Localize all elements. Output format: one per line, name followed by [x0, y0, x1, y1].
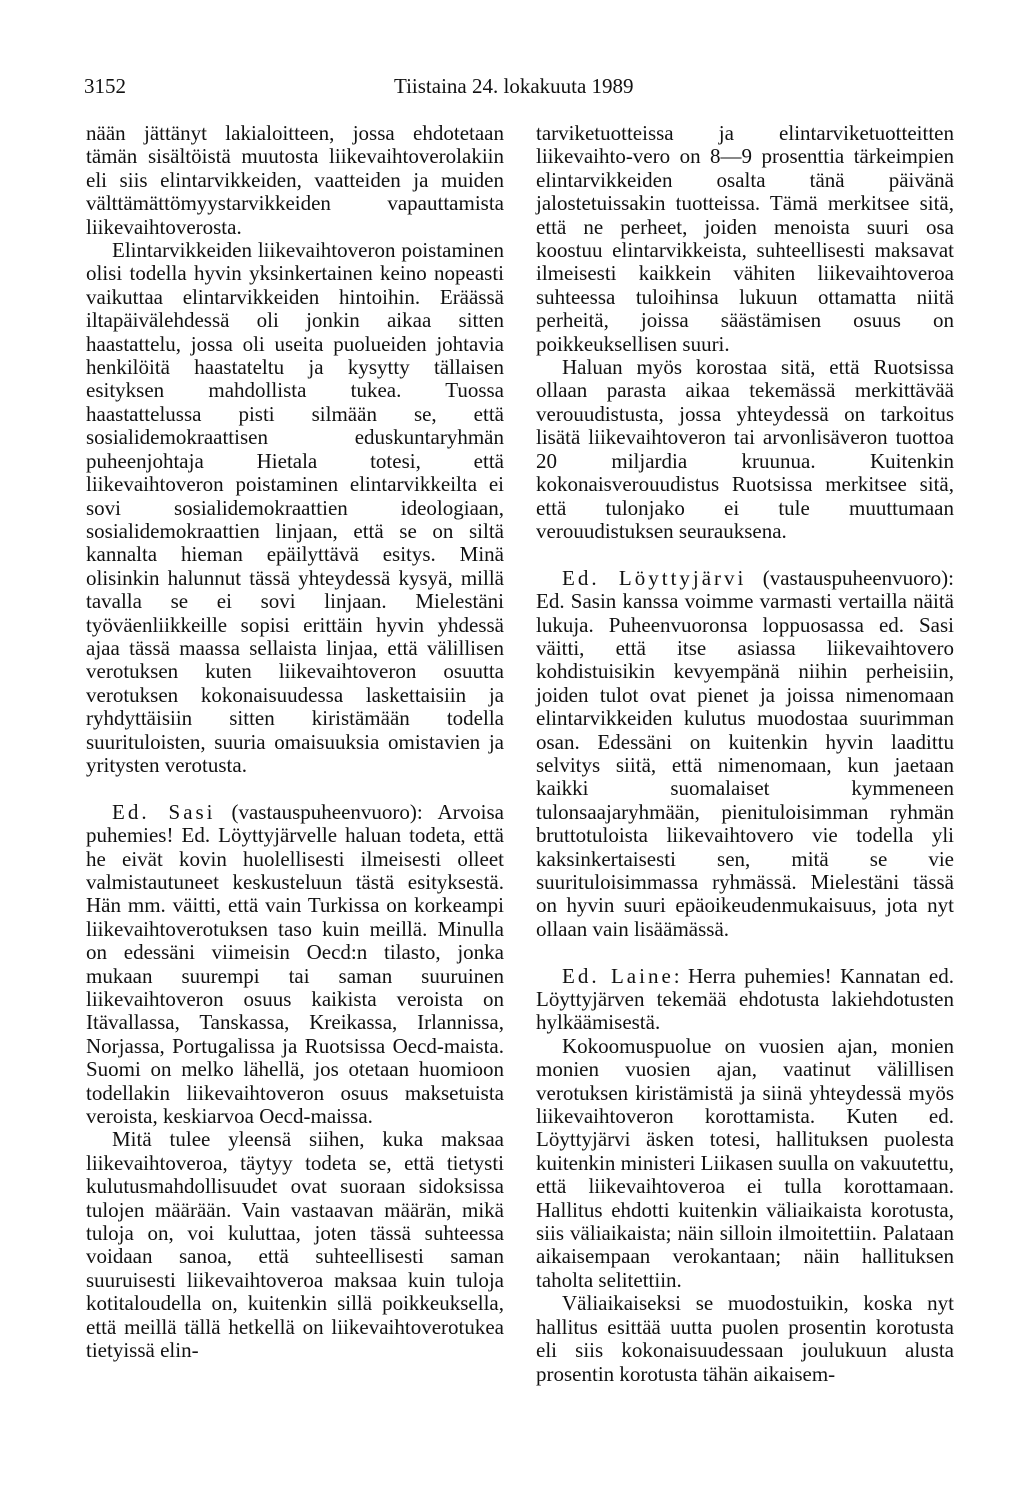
left-column — [86, 122, 504, 1363]
speech-text: : Herra puhemies! Kannatan ed. Löyttyjärven tekemää ehdotusta lakiehdotusten hylkäämisestä. — [536, 963, 954, 1035]
page-header — [84, 74, 940, 104]
paragraph: Haluan myös korostaa sitä, että Ruotsissa ollaan parasta aikaa tekemässä merkittävää verouudistusta, jossa yhteydessä on tarkoitus lisätä liikevaihtoveron tai arvonlisäveron tuottoa 20 miljardia kruunua. Kuitenkin kokonaisverouudistus Ruotsissa merkitsee sitä, että tulonjako ei tule muuttumaan verouudistuksen seurauksena. — [536, 355, 954, 543]
speaker-name: Ed. Sasi — [112, 799, 216, 824]
speaker-paragraph — [536, 965, 954, 1035]
paragraph: Mitä tulee yleensä siihen, kuka maksaa liikevaihtoveroa, täytyy todeta se, että tietysti kulutusmahdollisuudet ovat suoraan sidoksissa tulojen määrään. Vain vastaavan määrän, mikä tuloja on, voi kuluttaa, joten tässä suhteessa voidaan sanoa, että suhteellisesti saman suuruisesti liikevaihtoveroa maksaa kuin tuloja kotitaloudella on, kuitenkin sillä poikkeuksella, että meillä tällä hetkellä on liikevaihtoverotukea tietyissä elin- — [86, 1127, 504, 1363]
paragraph: Elintarvikkeiden liikevaihtoveron poistaminen olisi todella hyvin yksinkertainen keino nopeasti vaikuttaa elintarvikkeiden hintoihin. Eräässä iltapäivälehdessä oli jonkin aikaa sitten haastattelu, jossa oli useita puolueiden johtavia henkilöitä haastateltu ja kysytty tällaisen esityksen mahdollista tukea. Tuossa haastattelussa pisti silmään se, että sosialidemokraattisen eduskuntaryhmän puheenjohtaja Hietala totesi, että liikevaihtoveron poistaminen elintarvikkeilta ei sovi sosialidemokraattien ideologiaan, sosialidemokraattien linjaan, että se on siltä kannalta hieman epäilyttävä esitys. Minä olisinkin halunnut tässä yhteydessä kysyä, millä tavalla se ei sovi linjaan. Mielestäni työväenliikkeille sopisi erittäin hyvin yhdessä ajaa tässä maassa sellaista linjaa, että välillisen verotuksen kuten liikevaihtoveron osuutta verotuksen kokonaisuudessa laskettaisiin ja ryhdyttäisiin sitten kiristämään todella suurituloisten, suuria omaisuuksia omistavien ja yritysten verotusta. — [86, 238, 504, 777]
speaker-paragraph — [536, 567, 954, 942]
page-number: 3152 — [84, 74, 126, 98]
paragraph: Kokoomuspuolue on vuosien ajan, monien monien vuosien ajan, vaatinut välillisen verotuksen kiristämistä ja siinä yhteydessä myös liikevaihtoveron korottamista. Kuten ed. Löyttyjärvi äsken totesi, hallituksen puolesta kuitenkin ministeri Liikasen suulla on vakuutettu, että liikevaihtoveroa ei tulla korottamaan. Hallitus ehdotti kuitenkin väliaikaista korotusta, siis väliaikaista; näin silloin ilmoitettiin. Palataan aikaisempaan verokantaan; näin hallituksen taholta selitettiin. — [536, 1033, 954, 1292]
speaker-name: Ed. Löyttyjärvi — [562, 565, 747, 590]
speaker-paragraph — [86, 801, 504, 1129]
session-date: Tiistaina 24. lokakuuta 1989 — [394, 74, 634, 98]
speech-text: (vastauspuheenvuoro): Arvoisa puhemies! Ed. Löyttyjärvelle haluan todeta, että he eivät kovin huolellisesti ilmeisesti olleet valmistautuneet keskusteluun tästä esityksestä. Hän mm. väitti, että vain Turkissa on korkeampi liikevaihtoverotuksen taso kuin meillä. Minulla on edessäni viimeisin Oecd:n tilasto, jonka mukaan suurempi tai saman suuruinen liikevaihtoveron osuus kaikista veroista on Itävallassa, Tanskassa, Kreikassa, Irlannissa, Norjassa, Portugalissa ja Ruotsissa Oecd-maista. Suomi on melko lähellä, jos otetaan huomioon todellakin liikevaihtoveron osuus maksetuista veroista, keskiarvoa Oecd-maissa. — [86, 799, 504, 1129]
speaker-name: Ed. Laine — [562, 963, 674, 988]
paragraph: nään jättänyt lakialoitteen, jossa ehdotetaan tämän sisältöistä muutosta liikevaihtoverolakiin eli siis elintarvikkeiden, vaatteiden ja muiden välttämättömyystarvikkeiden vapauttamista liikevaihtoverosta. — [86, 121, 504, 239]
paragraph: Väliaikaiseksi se muodostuikin, koska nyt hallitus esittää uutta puolen prosentin korotusta eli siis kokonaisuudessaan joulukuun alusta prosentin korotusta tähän aikaisem- — [536, 1291, 954, 1386]
paragraph: tarviketuotteissa ja elintarviketuotteitten liikevaihto-vero on 8—9 prosenttia tärkeimpien elintarvikkeiden osalta tänä päivänä jalostetuissakin tuotteissa. Tämä merkitsee sitä, että ne perheet, joiden menoista suuri osa koostuu elintarvikkeista, suhteellisesti maksavat ilmeisesti kaikkein vähiten liikevaihtoveroa suhteessa tuloihinsa lukuun ottamatta niitä perheitä, joissa säästämisen osuus on poikkeuksellisen suuri. — [536, 121, 954, 356]
right-column — [536, 122, 954, 1386]
speech-text: (vastauspuheenvuoro): Ed. Sasin kanssa voimme varmasti vertailla näitä lukuja. Puheenvuoronsa loppuosassa ed. Sasi väitti, että itse asiassa liikevaihtovero kohdistuisikin kevyempänä niihin perheisiin, joiden tulot ovat pienet ja joissa nimenomaan elintarvikkeiden kulutus muodostaa suurimman osan. Edessäni on kuitenkin hyvin laadittu selvitys siitä, että nimenomaan, kun jaetaan kaikki suomalaiset kymmeneen tulonsaajaryhmään, pienituloisimman ryhmän bruttotuloista liikevaihtovero vie todella yli kaksinkertaisesti sen, mitä se vie suurituloisimmassa ryhmässä. Mielestäni tässä on hyvin suuri epäoikeudenmukaisuus, jota nyt ollaan vain lisäämässä. — [536, 565, 954, 941]
